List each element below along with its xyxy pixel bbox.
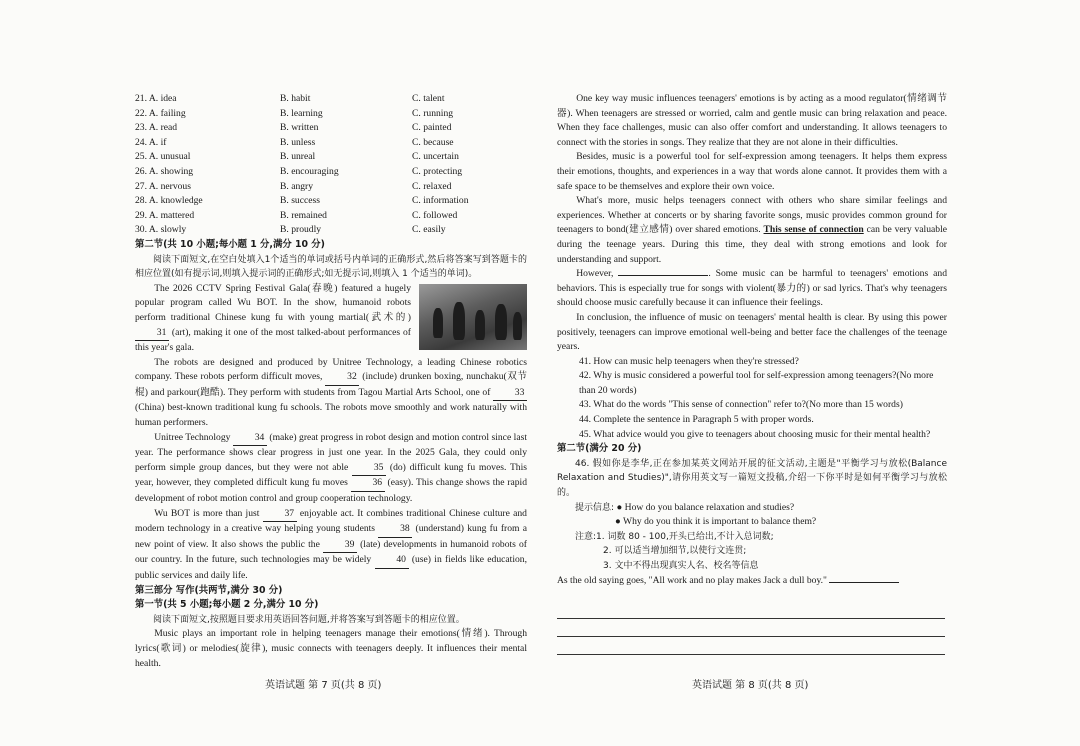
para-text: The 2026 CCTV Spring Festival Gala(春晚) featured a hugely popular program called Wu BOT. In the show, humanoid robots perform traditional Chinese kung fu with young martial(武术的) [135, 282, 411, 323]
note-item: 3. 文中不得出现真实人名、校名等信息 [603, 561, 759, 571]
reading-para-2: One key way music influences teenagers' emotions is by acting as a mood regulator(情绪调节器). When teenagers are stressed or worried, calm and gentle music can bring relaxation and peace. When they face challenges, music can also offer comfort and understanding. It allows teenagers to connect with the stories in songs. They realize that they are not alone in their difficulties. [557, 93, 947, 148]
tips-label: 提示信息: [575, 502, 615, 513]
section1-title: 第一节(共 5 小题;每小题 2 分,满分 10 分) [135, 599, 319, 611]
option-row [135, 223, 527, 238]
section2-writing-title: 第二节(满分 20 分) [557, 443, 642, 455]
para-text: Wu BOT is more than just [154, 507, 260, 519]
passage-para-3 [135, 431, 527, 507]
section2-title: 第二节(共 10 小题;每小题 1 分,满分 10 分) [135, 238, 325, 250]
para-text: (easy). This change shows the rapid development of robot motion control and group cooperation technology. [135, 477, 528, 505]
reading-para-1: Music plays an important role in helping teenagers manage their emotions(情绪). Through lyrics(歌词) or melodies(旋律), music connects with teenagers deeply. It influences their mental health. [135, 628, 527, 669]
blank-33[interactable]: 33 [493, 386, 527, 402]
blank-44[interactable] [618, 275, 708, 276]
option-c: C. because [412, 136, 454, 148]
blank-36[interactable]: 36 [351, 476, 385, 492]
option-b: B. learning [280, 107, 323, 119]
reading-para-6: In conclusion, the influence of music on teenagers' mental health is clear. By using this power positively, teenagers can improve emotional well-being and better face the challenges of the teenage years. [557, 311, 947, 353]
para-text: can be very valuable during the teenage years. During this time, they deal with strong emotions and look for understanding and support. [557, 224, 948, 265]
notes [557, 530, 947, 545]
option-c: C. information [412, 195, 469, 207]
para-text: (do) difficult kung fu moves. This year, however, they completed difficult kung fu moves [135, 461, 528, 489]
blank-32[interactable]: 32 [325, 370, 359, 386]
para-text: Unitree Technology [154, 431, 231, 443]
option-c: C. protecting [412, 165, 463, 177]
notes-label: 注意: [575, 531, 597, 542]
right-page [557, 92, 947, 588]
section1-instructions: 阅读下面短文,按照题目要求用英语回答问题,并将答案写到答题卡的相应位置。 [153, 614, 465, 625]
option-b: B. encouraging [280, 165, 339, 177]
option-c: C. running [412, 107, 454, 119]
option-row [135, 136, 527, 151]
question-41: 41. How can music help teenagers when they're stressed? [579, 355, 799, 367]
option-c: C. painted [412, 122, 452, 134]
essay-opening [557, 574, 947, 589]
underlined-phrase: This sense of connection [763, 224, 864, 236]
option-c: C. uncertain [412, 151, 459, 163]
question-45: 45. What advice would you give to teenagers about choosing music for their mental health? [579, 428, 931, 440]
tip-item: ● Why do you think it is important to balance them? [615, 516, 817, 528]
option-b: B. proudly [280, 224, 322, 236]
left-page-footer: 英语试题 第 7 页(共 8 页) [265, 680, 382, 691]
passage-para-4 [135, 507, 527, 584]
question-42: 42. Why is music considered a powerful tool for self-expression among teenagers?(No more than 20 words) [579, 370, 934, 396]
para-text: (art), making it one of the most talked-about performances of this year's gala. [135, 326, 412, 354]
option-a: 23. A. read [135, 122, 178, 134]
tip-item: ● How do you balance relaxation and studies? [616, 501, 795, 513]
blank-31[interactable]: 31 [135, 326, 169, 342]
reading-para-3: Besides, music is a powerful tool for self-expression among teenagers. It helps them express their emotions, thoughts, and experiences in a way that words alone cannot. It provides them with a safe space to be themselves and explore their own voice. [557, 151, 947, 192]
option-b: B. remained [280, 209, 327, 221]
para-text: What's more, music helps teenagers connect with others who share similar feelings and experiences. Whether at concerts or by sharing favorite songs, music provides common ground for teenagers to bond(建立感情) over shared emotions. [557, 195, 947, 236]
part3-title: 第三部分 写作(共两节,满分 30 分) [135, 584, 283, 596]
option-b: B. habit [280, 93, 311, 104]
option-c: C. easily [412, 224, 446, 236]
option-a: 21. A. idea [135, 93, 177, 104]
para-text: The robots are designed and produced by Unitree Technology, a leading Chinese robotics company. These robots perform difficult moves, [135, 356, 527, 383]
option-a: 22. A. failing [135, 107, 186, 119]
opening-line: As the old saying goes, "All work and no play makes Jack a dull boy." [557, 574, 827, 586]
section2-instructions: 阅读下面短文,在空白处填入1个适当的单词或括号内单词的正确形式,然后将答案写到答题卡的相应位置(如有提示词,则填入提示词的正确形式;如无提示词,则填入 1 个适当的单词)。 [135, 254, 527, 280]
option-a: 25. A. unusual [135, 151, 191, 163]
option-row [135, 165, 527, 180]
option-b: B. written [280, 122, 319, 134]
question-43: 43. What do the words "This sense of connection" refer to?(No more than 15 words) [579, 399, 903, 411]
option-b: B. unreal [280, 151, 316, 163]
option-c: C. followed [412, 209, 458, 221]
reading-para-5 [557, 267, 947, 311]
option-a: 28. A. knowledge [135, 195, 203, 207]
option-row [135, 92, 527, 107]
option-b: B. angry [280, 180, 314, 192]
para-text: enjoyable act. It combines traditional Chinese culture and modern technology in a creative way helping young students [135, 507, 527, 535]
question-46: 46. 假如你是李华,正在参加某英文网站开展的征文活动,主题是"平衡学习与放松(Balance Relaxation and Studies)",请你用英文写一篇短文投稿,介绍一下你平时是如何平衡学习与放松的。 [557, 458, 947, 499]
option-a: 30. A. slowly [135, 224, 187, 236]
note-item: 2. 可以适当增加细节,以使行文连贯; [603, 546, 747, 557]
tips [557, 501, 947, 516]
passage-para-2 [135, 356, 527, 431]
option-b: B. unless [280, 136, 316, 148]
option-row [135, 194, 527, 209]
cloze-options [135, 92, 527, 238]
writing-line[interactable] [557, 654, 945, 655]
option-row [135, 150, 527, 165]
robot-kungfu-photo [419, 284, 527, 350]
left-page [135, 92, 527, 671]
para-text: (late) developments in humanoid robots of our country. In the future, such technologies may be widely [135, 538, 528, 566]
option-row [135, 180, 527, 195]
option-a: 27. A. nervous [135, 180, 191, 192]
para-text: (China) best-known traditional kung fu schools. The robots move smoothly and work naturally with human performers. [135, 402, 527, 429]
option-c: C. relaxed [412, 180, 452, 192]
para-text: However, [576, 268, 614, 280]
blank-35[interactable]: 35 [352, 461, 386, 477]
writing-lines [557, 618, 945, 672]
option-row [135, 121, 527, 136]
option-c: C. talent [412, 93, 445, 104]
para-text: (use) in fields like education, public services and daily life. [135, 554, 527, 581]
question-44: 44. Complete the sentence in Paragraph 5 with proper words. [579, 414, 814, 426]
note-item: 1. 词数 80 - 100,开头已给出,不计入总词数; [596, 531, 774, 542]
right-page-footer: 英语试题 第 8 页(共 8 页) [692, 680, 809, 691]
para-text: (make) great progress in robot design and motion control since last year. The performance shows clear progress in just one year. In the 2025 Gala, they could only perform simple group dances, but they were not able [135, 431, 527, 473]
blank-34[interactable]: 34 [233, 431, 267, 447]
para-text: (include) drunken boxing, nunchaku(双节棍) and parkour(跑酷). They perform with students from Tagou Martial Arts School, one of [135, 371, 527, 398]
blank-39[interactable]: 39 [323, 538, 357, 554]
option-a: 26. A. showing [135, 165, 194, 177]
option-b: B. success [280, 195, 320, 207]
writing-line[interactable] [557, 618, 945, 619]
option-a: 29. A. mattered [135, 209, 195, 221]
blank-38[interactable]: 38 [378, 522, 412, 538]
reading-para-4 [557, 194, 947, 267]
blank-40[interactable]: 40 [375, 553, 409, 569]
option-row [135, 209, 527, 224]
option-row [135, 107, 527, 122]
blank-37[interactable]: 37 [263, 507, 297, 523]
para-text: (understand) kung fu from a new point of view. It also shows the public the [135, 523, 528, 550]
para-text: . Some music can be harmful to teenagers' emotions and behaviors. This is especially true for songs with violent(暴力的) or sad lyrics. That's why teenagers should choose music carefully because it can influence their feelings. [557, 268, 947, 309]
writing-line[interactable] [557, 636, 945, 637]
option-a: 24. A. if [135, 136, 167, 148]
essay-blank[interactable] [829, 582, 899, 583]
